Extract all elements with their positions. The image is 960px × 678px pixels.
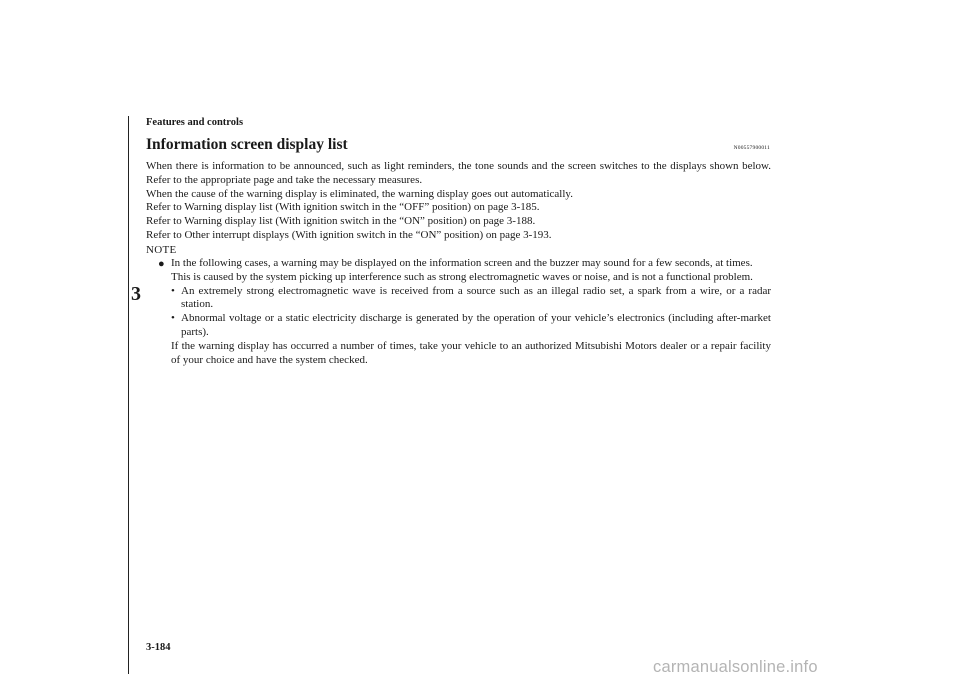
note-label: NOTE — [146, 244, 177, 256]
intro-paragraph: When the cause of the warning display is eliminated, the warning display goes out automatically. — [146, 187, 573, 200]
intro-paragraph: Refer to Warning display list (With ignition switch in the “OFF” position) on page 3-185. — [146, 201, 540, 214]
note-bullet-text: In the following cases, a warning may be displayed on the information screen and the buzzer may sound for a few seconds, at times. — [171, 257, 753, 269]
small-bullet-icon: • — [171, 312, 175, 325]
page-title: Information screen display list — [146, 136, 348, 153]
reference-code: N00557900011 — [733, 145, 770, 151]
chapter-tab-divider — [128, 116, 129, 674]
chapter-tab-number: 3 — [131, 283, 141, 305]
note-explanation: This is caused by the system picking up interference such as strong electromagnetic waves or noise, and is not a functional problem. — [171, 270, 753, 283]
note-case-text: Abnormal voltage or a static electricity discharge is generated by the operation of your vehicle’s electronics (including after-market parts). — [181, 312, 771, 338]
small-bullet-icon: • — [171, 284, 175, 297]
note-case-item — [171, 285, 771, 313]
watermark-text: carmanualsonline.info — [653, 658, 818, 676]
note-case-text: An extremely strong electromagnetic wave is received from a source such as an illegal radio set, a spark from a wire, or a radar station. — [181, 284, 771, 311]
intro-paragraph: Refer to Other interrupt displays (With ignition switch in the “ON” position) on page 3-193. — [146, 228, 552, 241]
page-number: 3-184 — [146, 642, 171, 653]
note-advice: If the warning display has occurred a number of times, take your vehicle to an authorized Mitsubishi Motors dealer or a repair facility of your choice and have the system checked. — [171, 339, 771, 366]
note-bullet — [158, 257, 771, 367]
heading-row — [146, 136, 770, 156]
intro-paragraph: When there is information to be announced, such as light reminders, the tone sounds and the screen switches to the displays shown below. Refer to the appropriate page and take the necessary measures. — [146, 160, 771, 186]
intro-paragraph: Refer to Warning display list (With ignition switch in the “ON” position) on page 3-188. — [146, 215, 536, 228]
section-header: Features and controls — [146, 117, 244, 128]
intro-text — [146, 160, 771, 243]
note-body — [158, 257, 771, 367]
filled-circle-bullet-icon: ● — [158, 258, 165, 270]
note-case-item — [171, 312, 771, 340]
